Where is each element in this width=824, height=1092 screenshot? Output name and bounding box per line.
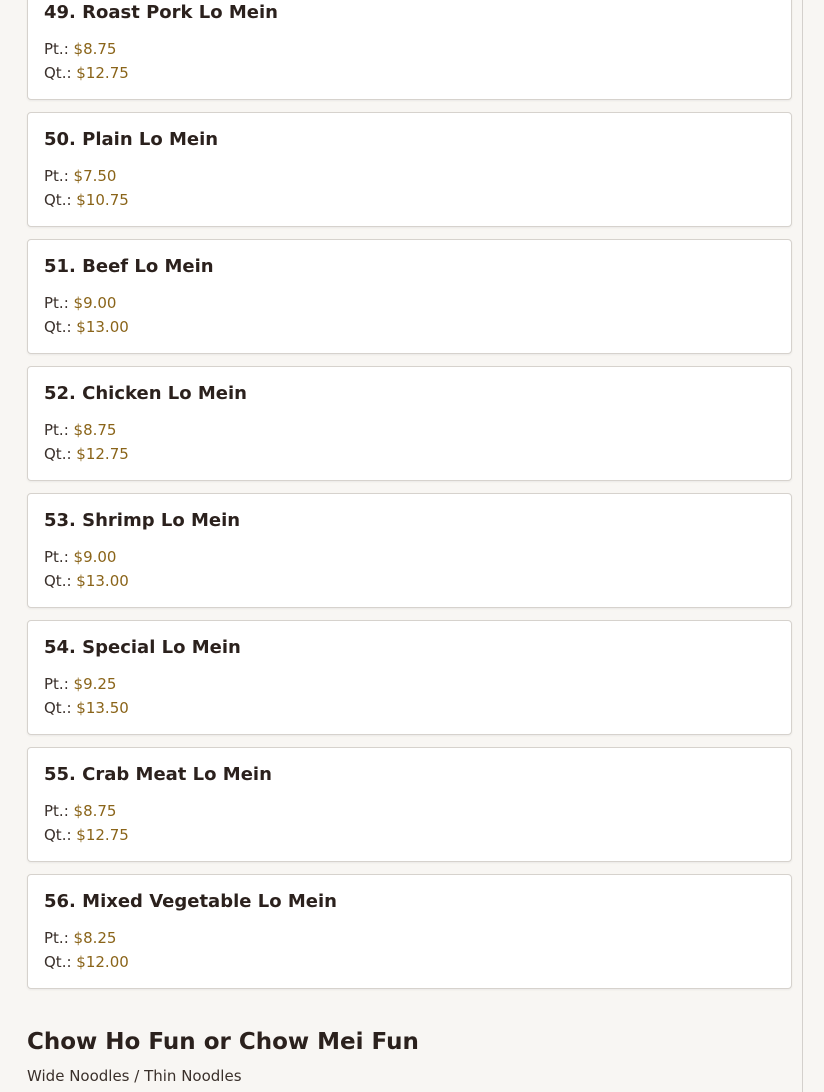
quart-label: Qt.: (44, 572, 72, 590)
quart-label: Qt.: (44, 64, 72, 82)
pint-price: $8.25 (73, 929, 117, 947)
quart-label: Qt.: (44, 826, 72, 844)
quart-price-row (44, 188, 775, 212)
section-subtitle: Wide Noodles / Thin Noodles (27, 1067, 242, 1085)
pint-price-row (44, 672, 775, 696)
menu-item-card[interactable] (27, 874, 792, 989)
quart-label: Qt.: (44, 445, 72, 463)
quart-price-row (44, 442, 775, 466)
pint-label: Pt.: (44, 548, 69, 566)
pint-price-row (44, 37, 775, 61)
pint-price: $8.75 (73, 802, 117, 820)
menu-item-name: 50. Plain Lo Mein (44, 129, 219, 150)
page-right-border (802, 0, 803, 1092)
menu-item-name: 55. Crab Meat Lo Mein (44, 764, 272, 785)
menu-item-card[interactable] (27, 493, 792, 608)
pint-price-row (44, 926, 775, 950)
quart-price-row (44, 823, 775, 847)
quart-price: $10.75 (76, 191, 129, 209)
menu-item-card[interactable] (27, 0, 792, 100)
menu-section-header (27, 1026, 792, 1087)
menu-item-name: 56. Mixed Vegetable Lo Mein (44, 891, 337, 912)
menu-item-card[interactable] (27, 747, 792, 862)
quart-price-row (44, 569, 775, 593)
quart-label: Qt.: (44, 953, 72, 971)
menu-item-name: 52. Chicken Lo Mein (44, 383, 248, 404)
menu-item-card[interactable] (27, 366, 792, 481)
quart-price-row (44, 315, 775, 339)
pint-price-row (44, 418, 775, 442)
quart-price-row (44, 950, 775, 974)
menu-item-name: 49. Roast Pork Lo Mein (44, 2, 278, 23)
quart-price: $12.75 (76, 64, 129, 82)
pint-label: Pt.: (44, 802, 69, 820)
section-title: Chow Ho Fun or Chow Mei Fun (27, 1029, 419, 1055)
quart-label: Qt.: (44, 699, 72, 717)
pint-label: Pt.: (44, 421, 69, 439)
menu-item-name: 53. Shrimp Lo Mein (44, 510, 241, 531)
menu-item-card[interactable] (27, 112, 792, 227)
quart-label: Qt.: (44, 191, 72, 209)
quart-price: $13.50 (76, 699, 129, 717)
pint-label: Pt.: (44, 929, 69, 947)
quart-price-row (44, 61, 775, 85)
pint-price: $9.00 (73, 548, 117, 566)
menu-item-card[interactable] (27, 239, 792, 354)
menu-item-name: 54. Special Lo Mein (44, 637, 241, 658)
quart-price-row (44, 696, 775, 720)
menu-item-name: 51. Beef Lo Mein (44, 256, 214, 277)
pint-label: Pt.: (44, 167, 69, 185)
quart-label: Qt.: (44, 318, 72, 336)
quart-price: $12.75 (76, 826, 129, 844)
pint-price: $7.50 (73, 167, 117, 185)
pint-price-row (44, 291, 775, 315)
pint-price: $8.75 (73, 421, 117, 439)
quart-price: $12.00 (76, 953, 129, 971)
pint-price: $9.25 (73, 675, 117, 693)
pint-label: Pt.: (44, 40, 69, 58)
pint-label: Pt.: (44, 675, 69, 693)
pint-label: Pt.: (44, 294, 69, 312)
menu-item-list (27, 0, 792, 1001)
pint-price-row (44, 545, 775, 569)
pint-price-row (44, 799, 775, 823)
pint-price: $8.75 (73, 40, 117, 58)
menu-item-card[interactable] (27, 620, 792, 735)
quart-price: $12.75 (76, 445, 129, 463)
pint-price: $9.00 (73, 294, 117, 312)
pint-price-row (44, 164, 775, 188)
quart-price: $13.00 (76, 318, 129, 336)
quart-price: $13.00 (76, 572, 129, 590)
